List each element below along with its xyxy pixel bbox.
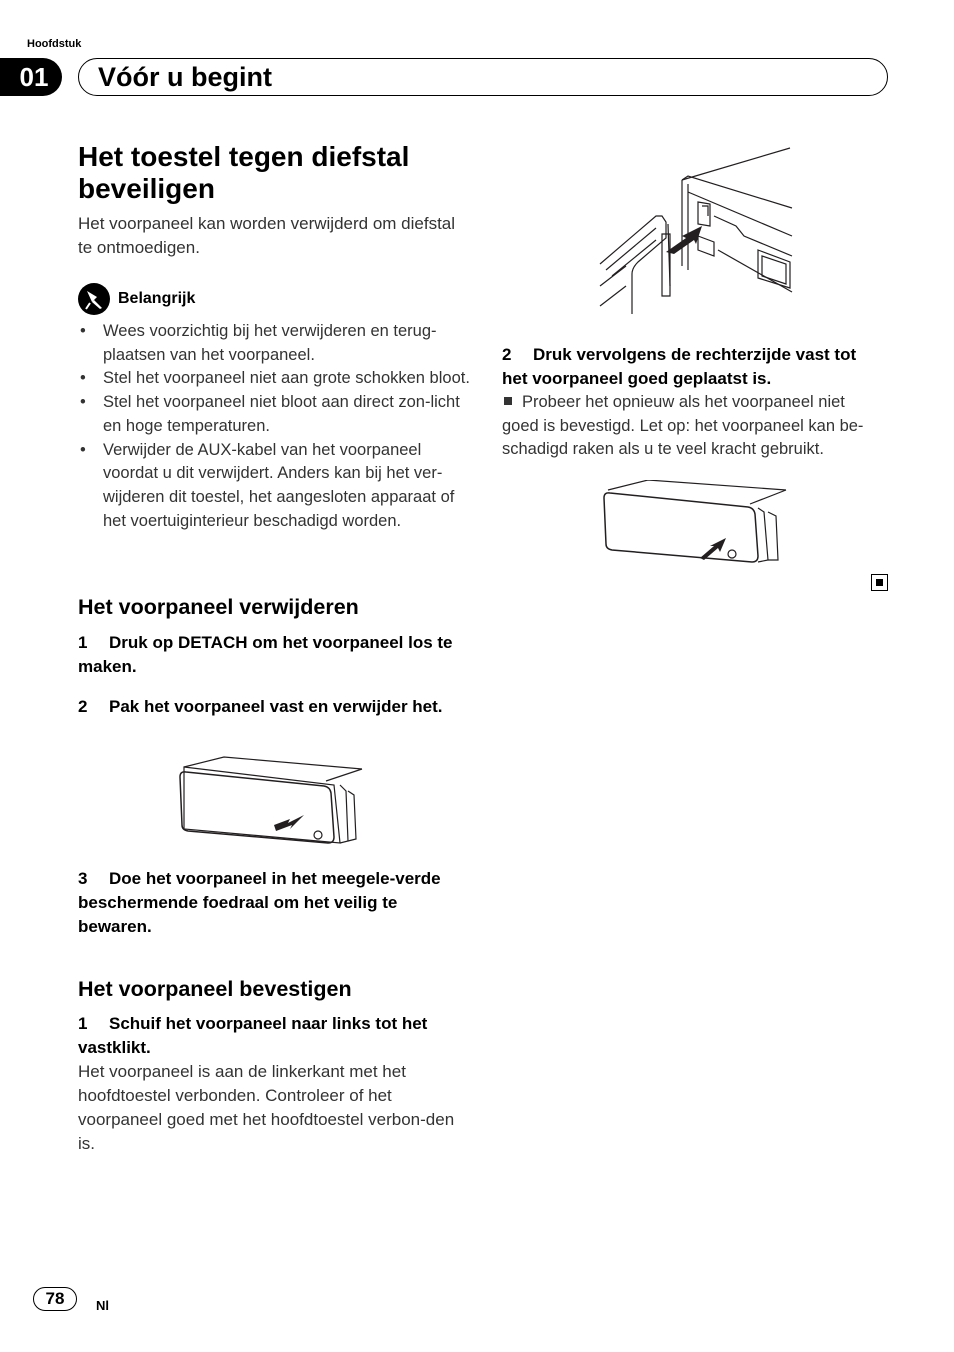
attach-note <box>502 391 882 462</box>
remove-panel-illustration <box>176 755 366 850</box>
note-square-icon <box>504 397 512 405</box>
section-title-attach: Het voorpaneel bevestigen <box>78 977 352 1001</box>
step-number: 1 <box>78 633 88 652</box>
section-end-icon <box>871 574 888 591</box>
important-icon <box>78 283 110 315</box>
step-number: 2 <box>502 345 512 364</box>
chapter-label: Hoofdstuk <box>27 38 82 50</box>
step-number: 1 <box>78 1014 88 1033</box>
list-item: • Verwijder de AUX-kabel van het voorpaneel voordat u dit verwijdert. Anders kan bij het ver-wijderen dit toestel, het aangesloten apparaat of het voertuiginterieur beschadigd worden. <box>78 439 470 534</box>
attach-left-illustration <box>598 146 794 324</box>
chapter-number-badge: 01 <box>0 58 62 96</box>
step-text: Druk op DETACH om het voorpaneel los te maken. <box>78 633 453 676</box>
list-item: • Stel het voorpaneel niet aan grote schokken bloot. <box>78 367 470 391</box>
step-text: Druk vervolgens de rechterzijde vast tot het voorpaneel goed geplaatst is. <box>502 345 857 388</box>
step-number: 3 <box>78 869 88 888</box>
step-text: Doe het voorpaneel in het meegele-verde beschermende foedraal om het veilig te bewaren. <box>78 869 441 936</box>
remove-step-3 <box>78 867 470 939</box>
step-number: 2 <box>78 697 88 716</box>
step-text: Pak het voorpaneel vast en verwijder het. <box>109 697 443 716</box>
language-code: Nl <box>96 1298 109 1313</box>
list-item: • Stel het voorpaneel niet bloot aan direct zon-licht en hoge temperaturen. <box>78 391 470 438</box>
chapter-title: Vóór u begint <box>98 62 272 92</box>
important-list <box>78 320 470 533</box>
attach-step-2 <box>502 343 882 391</box>
list-item: • Wees voorzichtig bij het verwijderen en terug-plaatsen van het voorpaneel. <box>78 320 470 367</box>
note-text: Probeer het opnieuw als het voorpaneel niet goed is bevestigd. Let op: het voorpaneel kan be-schadigd raken als u te veel kracht gebruikt. <box>502 393 864 458</box>
attach-step-1-body: Het voorpaneel is aan de linkerkant met het hoofdtoestel verbonden. Controleer of het voorpaneel goed met het hoofdtoestel verbon-den is. <box>78 1062 455 1153</box>
important-label: Belangrijk <box>118 290 196 307</box>
intro-paragraph: Het voorpaneel kan worden verwijderd om diefstal te ontmoedigen. <box>78 214 456 257</box>
attach-step-1 <box>78 1012 470 1060</box>
important-notice <box>78 283 195 315</box>
step-text: Schuif het voorpaneel naar links tot het vastklikt. <box>78 1014 428 1057</box>
remove-step-1 <box>78 631 470 679</box>
remove-step-2 <box>78 695 470 719</box>
page-number: 78 <box>33 1287 77 1311</box>
section-title-remove: Het voorpaneel verwijderen <box>78 595 359 619</box>
attach-right-illustration <box>600 480 790 570</box>
page-title: Het toestel tegen diefstal beveiligen <box>78 141 410 204</box>
